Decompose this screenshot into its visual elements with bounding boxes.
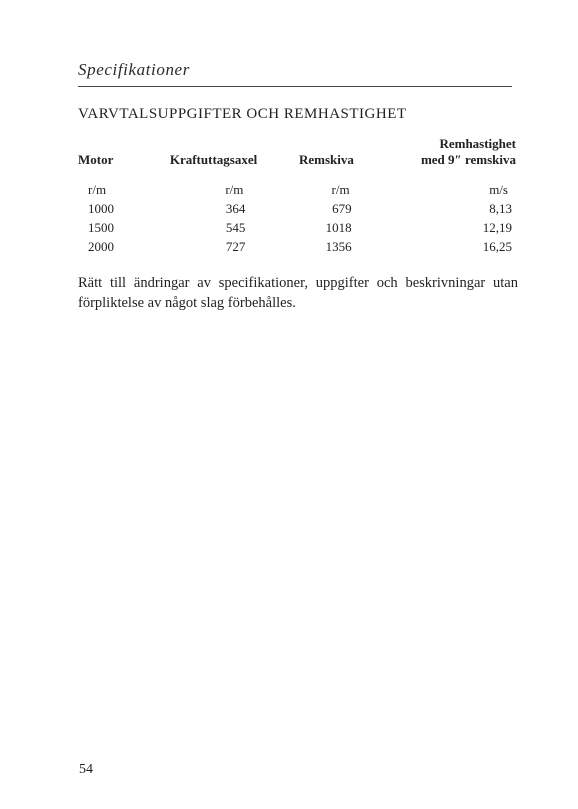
- header-kraftuttagsaxel: Kraftuttagsaxel: [169, 152, 258, 167]
- header-remhastighet-line2: med 9″ remskiva: [420, 152, 516, 167]
- cell-remskiva: 679: [332, 201, 352, 216]
- cell-remhastighet: 16,25: [482, 239, 512, 254]
- page-number: 54: [79, 762, 93, 777]
- cell-kraftuttagsaxel: 727: [225, 239, 246, 254]
- cell-motor: 1500: [88, 220, 114, 235]
- units-row: [72, 170, 522, 199]
- cell-remskiva: 1018: [325, 220, 352, 235]
- table-row: [72, 218, 522, 237]
- table-row: [72, 237, 522, 256]
- header-motor: Motor: [78, 152, 114, 167]
- table-header-row: [72, 136, 522, 170]
- cell-kraftuttagsaxel: 545: [225, 220, 246, 235]
- unit-kraftuttagsaxel: r/m: [225, 182, 244, 197]
- unit-remskiva: r/m: [331, 182, 350, 197]
- header-remhastighet: [378, 136, 522, 170]
- cell-kraftuttagsaxel: 364: [225, 201, 246, 216]
- cell-remskiva: 1356: [325, 239, 352, 254]
- cell-motor: 2000: [88, 239, 114, 254]
- speed-table: [72, 136, 522, 256]
- cell-remhastighet: 12,19: [482, 220, 512, 235]
- header-remskiva: Remskiva: [299, 152, 354, 167]
- header-remhastighet-line1: Remhastighet: [439, 136, 516, 151]
- header-rule: [78, 86, 512, 87]
- table-row: [72, 199, 522, 218]
- section-title: VARVTALSUPPGIFTER OCH REMHASTIGHET: [78, 106, 407, 122]
- unit-remhastighet: m/s: [489, 182, 508, 197]
- cell-motor: 1000: [88, 201, 114, 216]
- notice-paragraph: Rätt till ändringar av specifikationer, uppgifter och beskrivningar utan förpliktelse av något slag förbehålles.: [78, 274, 518, 311]
- unit-motor: r/m: [88, 182, 107, 197]
- cell-remhastighet: 8,13: [489, 201, 512, 216]
- running-head: Specifikationer: [78, 60, 190, 79]
